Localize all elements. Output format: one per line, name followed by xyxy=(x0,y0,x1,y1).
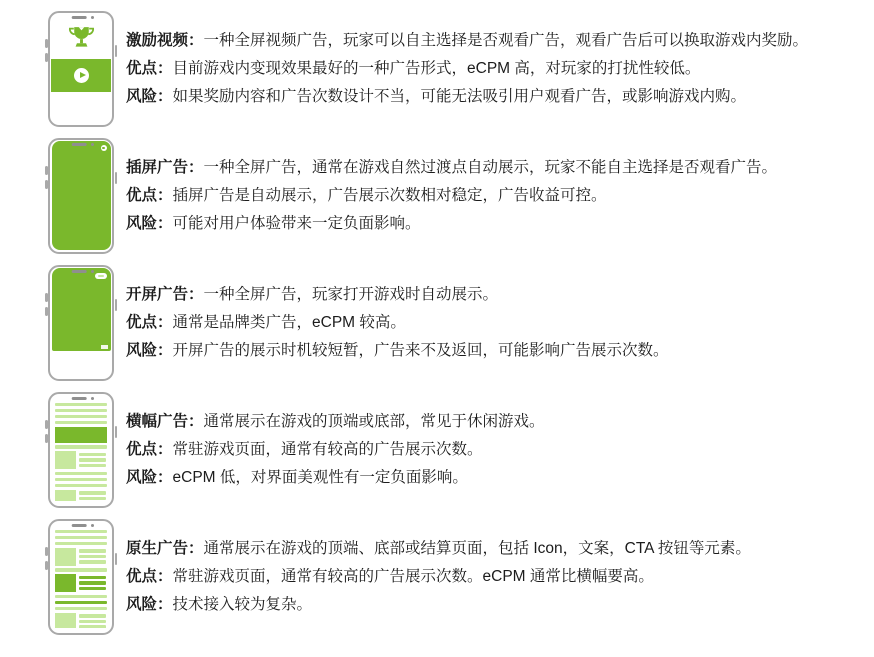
risk-label: 风险： xyxy=(126,214,173,232)
term-label: 横幅广告： xyxy=(126,412,204,430)
interstitial-fullscreen-ad xyxy=(52,141,111,250)
term-text: 通常展示在游戏的顶端、底部或结算页面，包括 Icon，文案，CTA 按钮等元素。 xyxy=(203,539,751,557)
pros-label: 优点： xyxy=(126,313,173,331)
power-button xyxy=(115,426,118,438)
native-ad-row xyxy=(55,574,107,592)
close-icon xyxy=(101,145,107,151)
power-button xyxy=(115,172,118,184)
phone-camera-icon xyxy=(91,270,94,273)
definition-line xyxy=(126,281,669,309)
banner-ad-block xyxy=(55,427,107,443)
phone-mockup-rewarded-video xyxy=(48,11,114,127)
phone-mockup-splash xyxy=(48,265,114,381)
phone-speaker-icon xyxy=(72,270,87,273)
pros-line xyxy=(126,55,808,83)
text-block xyxy=(126,27,808,111)
game-page-content xyxy=(55,530,107,628)
content-line xyxy=(55,568,107,572)
content-thumbnail xyxy=(55,490,76,501)
section-interstitial xyxy=(48,132,874,259)
text-block xyxy=(126,154,777,238)
term-label: 激励视频： xyxy=(126,31,204,49)
content-media-row xyxy=(55,548,107,566)
content-line xyxy=(55,542,107,546)
phone-camera-icon xyxy=(91,16,94,19)
content-thumbnail xyxy=(55,613,76,628)
risk-label: 风险： xyxy=(126,341,173,359)
section-banner xyxy=(48,386,874,513)
risk-line xyxy=(126,210,777,238)
risk-text: 开屏广告的展示时机较短暂，广告来不及返回，可能影响广告展示次数。 xyxy=(172,341,669,359)
pros-line xyxy=(126,309,669,337)
content-line xyxy=(55,478,107,482)
video-ad-band xyxy=(51,59,111,92)
splash-fullscreen-ad xyxy=(52,268,111,351)
pros-text: 目前游戏内变现效果最好的一种广告形式，eCPM 高，对玩家的打扰性较低。 xyxy=(172,59,701,77)
pros-label: 优点： xyxy=(126,440,173,458)
volume-button xyxy=(45,420,48,429)
phone-camera-icon xyxy=(91,524,94,527)
pros-line xyxy=(126,182,777,210)
content-thumbnail xyxy=(55,548,76,566)
content-media-row xyxy=(55,490,107,501)
section-native xyxy=(48,513,874,640)
phone-speaker-icon xyxy=(72,397,87,400)
skip-button xyxy=(95,273,107,279)
term-label: 原生广告： xyxy=(126,539,204,557)
term-label: 插屏广告： xyxy=(126,158,204,176)
content-thumbnail xyxy=(55,451,76,469)
phone-mockup-banner xyxy=(48,392,114,508)
power-button xyxy=(115,553,118,565)
phone-camera-icon xyxy=(91,143,94,146)
definition-line xyxy=(126,27,808,55)
text-block xyxy=(126,281,669,365)
risk-text: 技术接入较为复杂。 xyxy=(172,595,313,613)
pros-line xyxy=(126,436,545,464)
content-line xyxy=(55,421,107,425)
volume-button xyxy=(45,547,48,556)
term-text: 一种全屏广告，通常在游戏自然过渡点自动展示，玩家不能自主选择是否观看广告。 xyxy=(203,158,778,176)
content-line xyxy=(55,607,107,611)
risk-line xyxy=(126,464,545,492)
definition-line xyxy=(126,535,751,563)
pros-text: 常驻游戏页面，通常有较高的广告展示次数。 xyxy=(172,440,483,458)
content-line xyxy=(55,484,107,488)
risk-line xyxy=(126,83,808,111)
content-line xyxy=(55,595,107,599)
risk-label: 风险： xyxy=(126,595,173,613)
content-line xyxy=(55,409,107,413)
content-media-row xyxy=(55,451,107,469)
play-icon xyxy=(74,68,89,83)
pros-label: 优点： xyxy=(126,186,173,204)
phone-mockup-interstitial xyxy=(48,138,114,254)
content-line xyxy=(55,403,107,407)
volume-button xyxy=(45,434,48,443)
content-line xyxy=(55,472,107,476)
text-block xyxy=(126,535,751,619)
pros-text: 通常是品牌类广告，eCPM 较高。 xyxy=(172,313,406,331)
content-line xyxy=(55,536,107,540)
risk-text: eCPM 低，对界面美观性有一定负面影响。 xyxy=(172,468,468,486)
term-text: 一种全屏广告，玩家打开游戏时自动展示。 xyxy=(203,285,499,303)
game-page-content xyxy=(55,403,107,501)
volume-button xyxy=(45,307,48,316)
pros-text: 常驻游戏页面，通常有较高的广告展示次数。eCPM 通常比横幅要高。 xyxy=(172,567,654,585)
volume-button xyxy=(45,166,48,175)
content-media-row xyxy=(55,613,107,628)
pros-label: 优点： xyxy=(126,567,173,585)
term-label: 开屏广告： xyxy=(126,285,204,303)
section-rewarded-video xyxy=(48,5,874,132)
volume-button xyxy=(45,293,48,302)
native-ad-cta-line xyxy=(55,601,107,605)
pros-line xyxy=(126,563,751,591)
content-line xyxy=(55,415,107,419)
definition-line xyxy=(126,154,777,182)
content-line xyxy=(55,530,107,534)
power-button xyxy=(115,299,118,311)
risk-label: 风险： xyxy=(126,468,173,486)
pros-text: 插屏广告是自动展示，广告展示次数相对稳定，广告收益可控。 xyxy=(172,186,607,204)
term-text: 一种全屏视频广告，玩家可以自主选择是否观看广告，观看广告后可以换取游戏内奖励。 xyxy=(203,31,809,49)
pros-label: 优点： xyxy=(126,59,173,77)
term-text: 通常展示在游戏的顶端或底部，常见于休闲游戏。 xyxy=(203,412,545,430)
native-ad-icon xyxy=(55,574,76,592)
risk-text: 如果奖励内容和广告次数设计不当，可能无法吸引用户观看广告，或影响游戏内购。 xyxy=(172,87,747,105)
text-block xyxy=(126,408,545,492)
volume-button xyxy=(45,561,48,570)
phone-speaker-icon xyxy=(72,16,87,19)
risk-line xyxy=(126,337,669,365)
volume-button xyxy=(45,53,48,62)
phone-camera-icon xyxy=(91,397,94,400)
ad-badge xyxy=(101,345,108,349)
phone-mockup-native xyxy=(48,519,114,635)
risk-label: 风险： xyxy=(126,87,173,105)
content-line xyxy=(55,445,107,449)
definition-line xyxy=(126,408,545,436)
volume-button xyxy=(45,180,48,189)
risk-line xyxy=(126,591,751,619)
section-splash xyxy=(48,259,874,386)
power-button xyxy=(115,45,118,57)
phone-speaker-icon xyxy=(72,524,87,527)
phone-speaker-icon xyxy=(72,143,87,146)
risk-text: 可能对用户体验带来一定负面影响。 xyxy=(172,214,421,232)
volume-button xyxy=(45,39,48,48)
